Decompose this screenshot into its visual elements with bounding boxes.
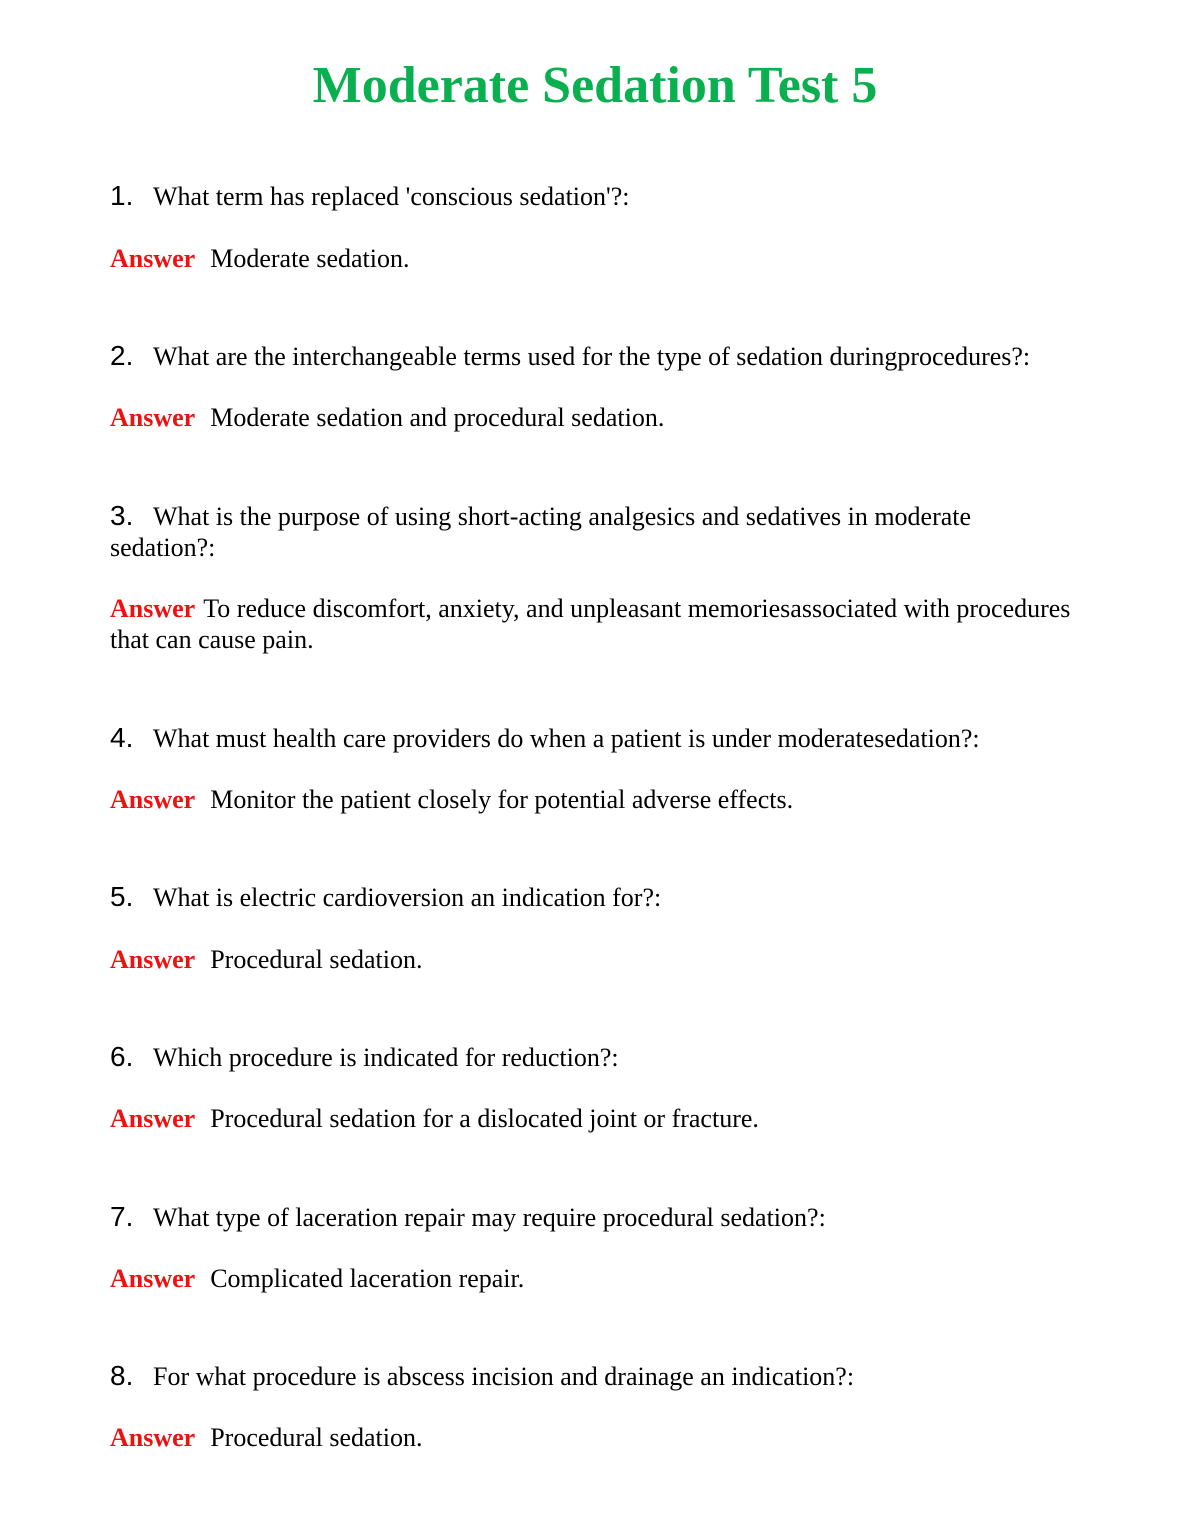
qa-item-7 [110, 1201, 1080, 1293]
answer-8 [110, 1422, 1080, 1453]
answer-4 [110, 784, 1080, 815]
question-4 [110, 722, 1080, 754]
question-text: What term has replaced 'conscious sedation'?: [153, 182, 630, 211]
qa-item-6 [110, 1041, 1080, 1133]
answer-text: Complicated laceration repair. [210, 1264, 525, 1293]
question-1 [110, 180, 1080, 212]
answer-label: Answer [110, 945, 196, 974]
question-number: 8. [110, 1360, 134, 1391]
answer-label: Answer [110, 403, 196, 432]
answer-text: Monitor the patient closely for potential adverse effects. [210, 785, 794, 814]
answer-text: Procedural sedation for a dislocated joint or fracture. [210, 1104, 759, 1133]
question-text: What are the interchangeable terms used for the type of sedation duringprocedures?: [153, 342, 1031, 371]
answer-6 [110, 1103, 1080, 1134]
answer-label: Answer [110, 244, 196, 273]
question-number: 6. [110, 1041, 134, 1072]
question-number: 5. [110, 881, 134, 912]
answer-label: Answer [110, 785, 196, 814]
answer-text: Procedural sedation. [210, 1423, 423, 1452]
answer-7 [110, 1263, 1080, 1294]
question-2 [110, 340, 1080, 372]
answer-2 [110, 402, 1080, 433]
qa-item-5 [110, 881, 1080, 974]
qa-item-4 [110, 722, 1080, 814]
question-number: 2. [110, 340, 134, 371]
answer-5 [110, 944, 1080, 975]
question-text: What type of laceration repair may require procedural sedation?: [153, 1203, 826, 1232]
question-number: 3. [110, 500, 134, 531]
answer-1 [110, 243, 1080, 274]
question-text: Which procedure is indicated for reduction?: [153, 1043, 619, 1072]
qa-item-3 [110, 500, 1080, 654]
answer-text: Procedural sedation. [210, 945, 423, 974]
question-text: What is the purpose of using short-acting analgesics and sedatives in moderate sedation?: [110, 502, 972, 562]
answer-text: To reduce discomfort, anxiety, and unpleasant memoriesassociated with procedures that can cause pain. [110, 594, 1071, 654]
question-3 [110, 500, 1080, 563]
question-8 [110, 1360, 1080, 1392]
question-number: 4. [110, 722, 134, 753]
answer-text: Moderate sedation and procedural sedation. [210, 403, 665, 432]
question-5 [110, 881, 1080, 913]
qa-item-8 [110, 1360, 1080, 1452]
question-text: For what procedure is abscess incision and drainage an indication?: [153, 1362, 855, 1391]
question-number: 7. [110, 1201, 134, 1232]
question-text: What is electric cardioversion an indication for?: [153, 883, 662, 912]
qa-item-1 [110, 180, 1080, 273]
answer-3 [110, 593, 1080, 655]
answer-label: Answer [110, 1423, 196, 1452]
question-text: What must health care providers do when a patient is under moderatesedation?: [153, 724, 980, 753]
answer-text: Moderate sedation. [210, 244, 410, 273]
page-title: Moderate Sedation Test 5 [312, 57, 878, 114]
answer-label: Answer [110, 594, 196, 623]
answer-label: Answer [110, 1104, 196, 1133]
question-7 [110, 1201, 1080, 1233]
question-6 [110, 1041, 1080, 1073]
qa-item-2 [110, 340, 1080, 432]
answer-label: Answer [110, 1264, 196, 1293]
question-number: 1. [110, 180, 134, 211]
